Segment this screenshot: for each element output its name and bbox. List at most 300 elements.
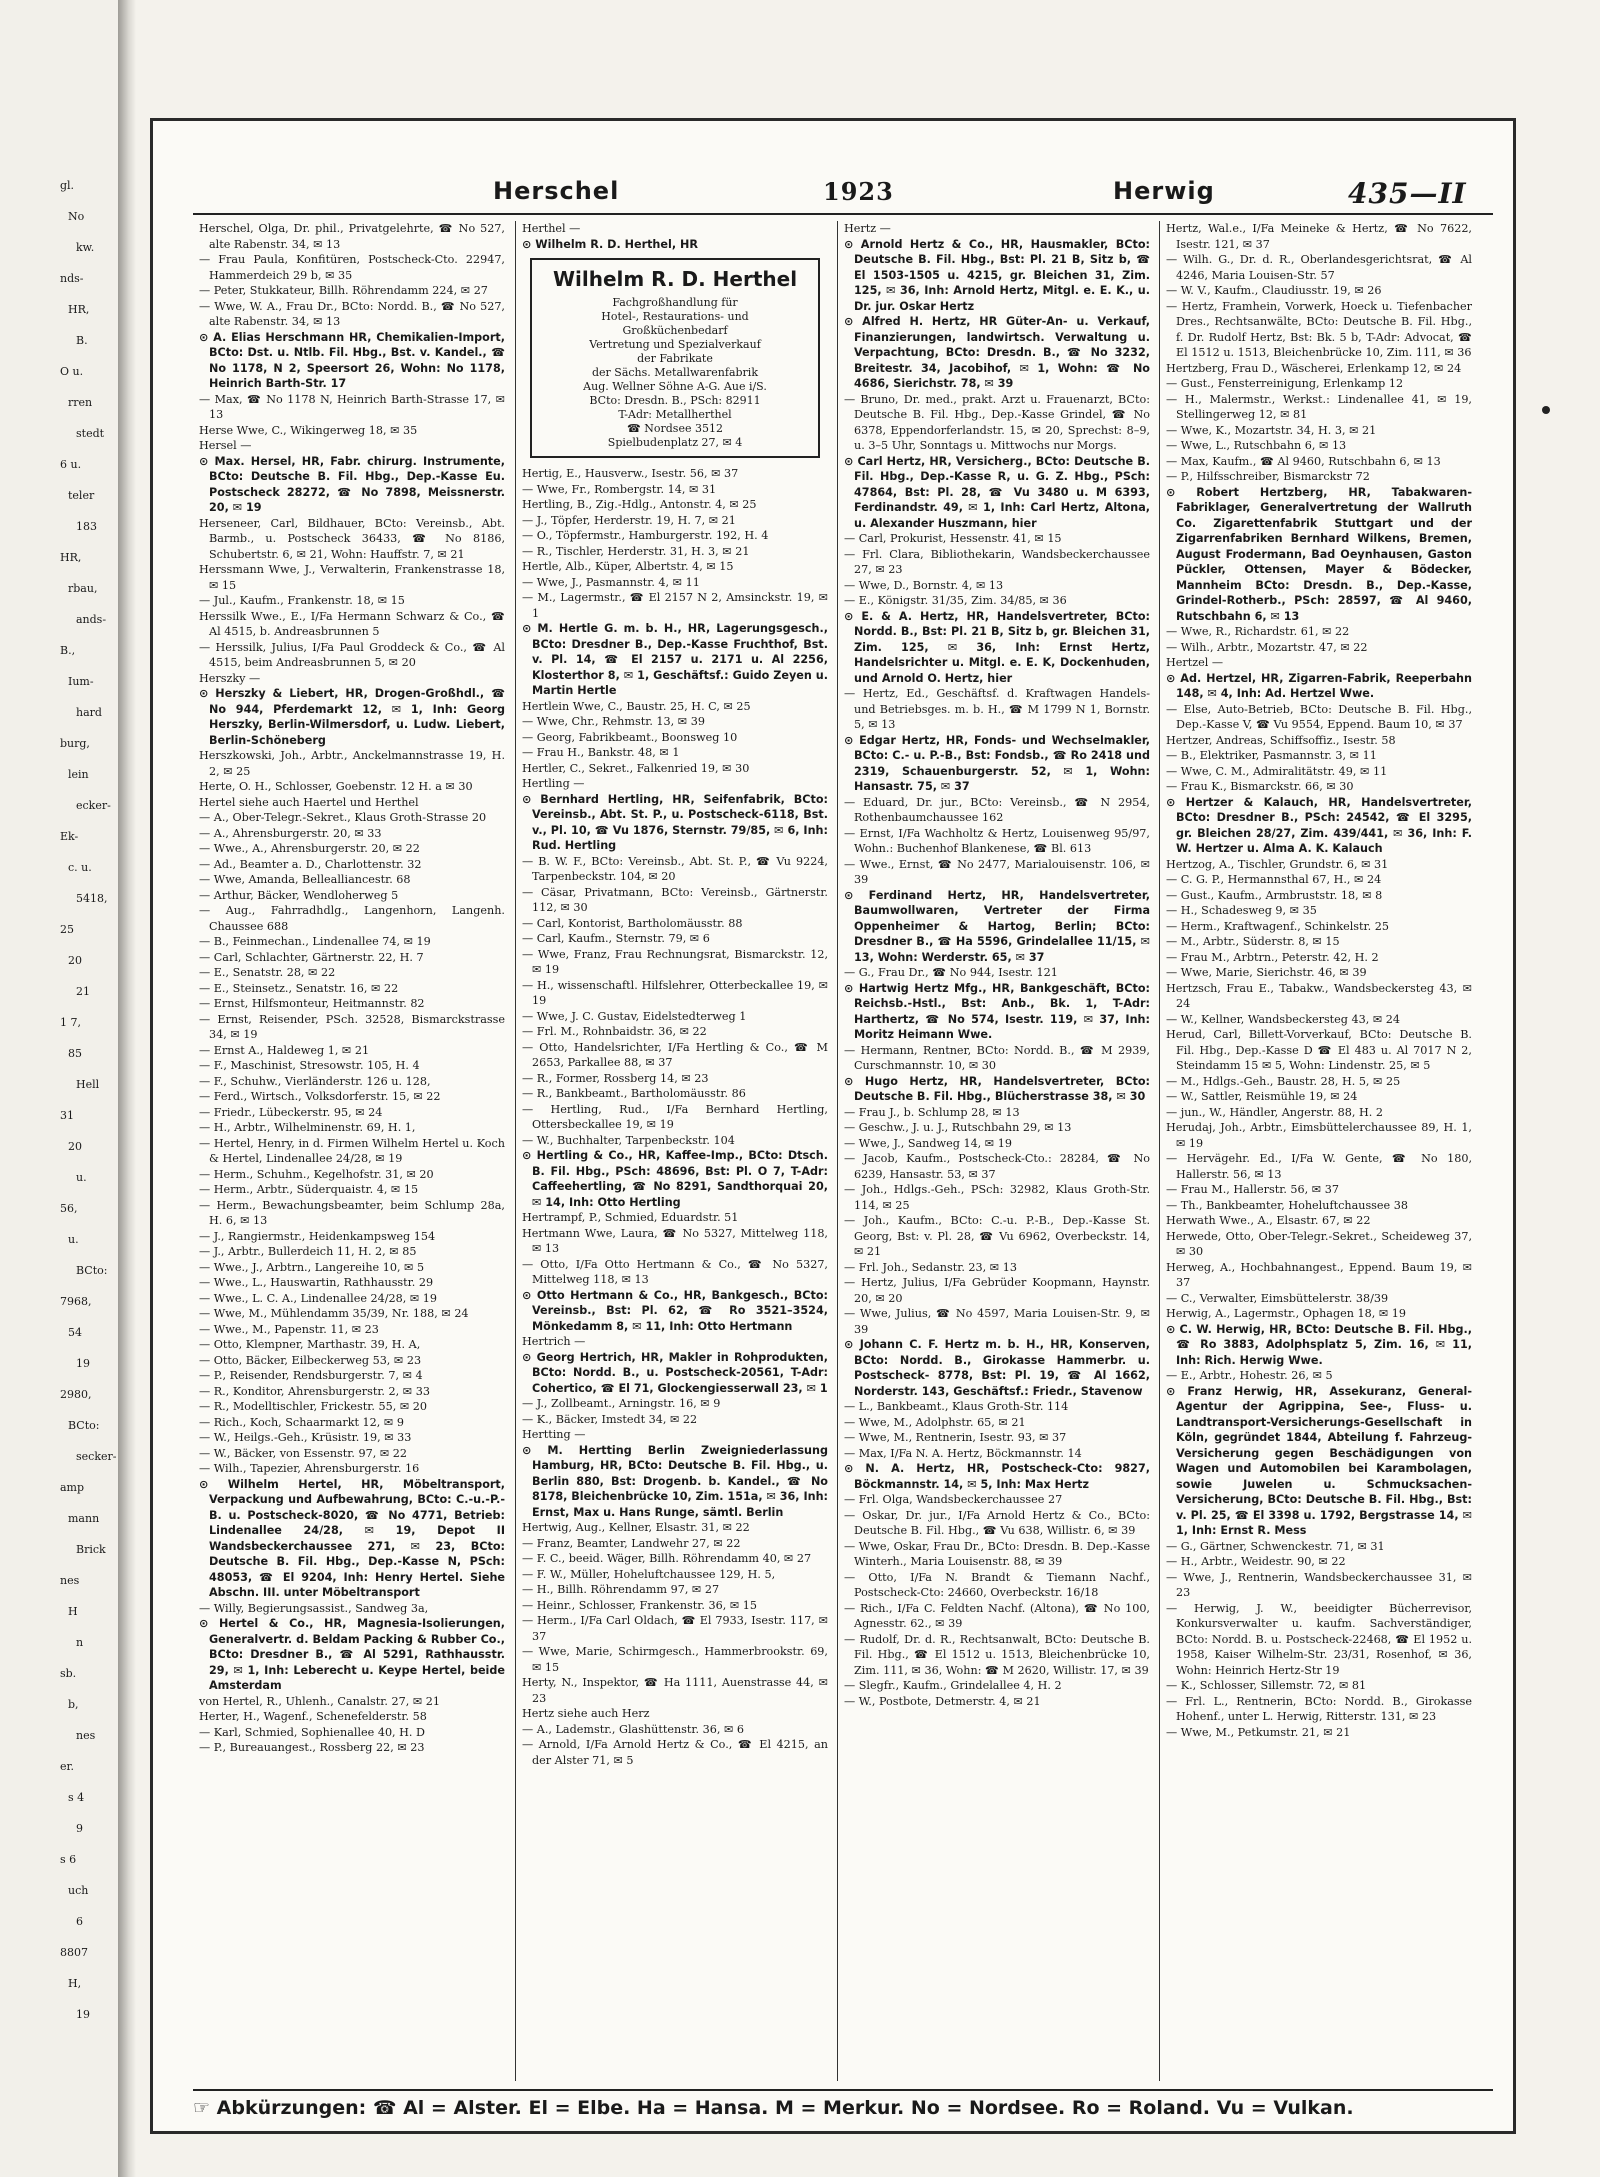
directory-entry: — Otto, I/Fa Otto Hertmann & Co., ☎ No 5327, Mittelweg 118, ✉ 13 (522, 1257, 828, 1286)
directory-entry: — Hertel, Henry, in d. Firmen Wilhelm Hertel u. Koch & Hertel, Lindenallee 24/28, ✉ 19 (199, 1136, 505, 1165)
directory-entry: — Cäsar, Privatmann, BCto: Vereinsb., Gärtnerstr. 112, ✉ 30 (522, 885, 828, 914)
directory-entry: — Wwe, Marie, Sierichstr. 46, ✉ 39 (1166, 966, 1367, 979)
directory-entry: — W., Heilgs.-Geh., Krüsistr. 19, ✉ 33 (199, 1431, 412, 1444)
directory-entry: — R., Modelltischler, Frickestr. 55, ✉ 20 (199, 1400, 428, 1413)
left-page-fragment: 56, (60, 1202, 78, 1215)
directory-entry: — G., Frau Dr., ☎ No 944, Isestr. 121 (844, 966, 1058, 979)
left-page-fragment: H (68, 1605, 78, 1618)
directory-entry: — F., Maschinist, Stresowstr. 105, H. 4 (199, 1059, 420, 1072)
directory-entry: — W., Postbote, Detmerstr. 4, ✉ 21 (844, 1694, 1041, 1708)
directory-entry: — B., Elektriker, Pasmannstr. 3, ✉ 11 (1166, 749, 1377, 762)
directory-entry: Hertz siehe auch Herz (522, 1707, 650, 1720)
left-page-fragment: 8807 (60, 1946, 88, 1959)
directory-entry: Herudaj, Joh., Arbtr., Eimsbüttelerchaussee 89, H. 1, ✉ 19 (1166, 1121, 1472, 1150)
directory-entry: — H., Arbtr., Wilhelminenstr. 69, H. 1, (199, 1121, 416, 1134)
header-year: 1923 (823, 177, 894, 206)
left-page-fragment: 21 (76, 985, 90, 998)
directory-entry: — M., Lagermstr., ☎ El 2157 N 2, Amsinckstr. 19, ✉ 1 (522, 591, 828, 620)
directory-entry: ⊙ Hertzer & Kalauch, HR, Handelsvertreter, BCto: Dresdner B., PSch: 24542, ☎ El 3295, gr. Bleichen 28/27, Zim. 439/441, ✉ 36, Inh: F. W. Hertzer u. Alma A. K. Kalauch (1166, 795, 1472, 855)
directory-entry: Hertel siehe auch Haertel und Herthel (199, 795, 419, 809)
ad-line: Hotel-, Restaurations- und (601, 310, 749, 323)
directory-entry: — H., Arbtr., Weidestr. 90, ✉ 22 (1166, 1555, 1346, 1568)
directory-entry: — Max, Kaufm., ☎ Al 9460, Rutschbahn 6, ✉ 13 (1166, 454, 1441, 468)
left-page-fragment: b, (68, 1698, 79, 1711)
directory-entry: — Frl. Joh., Sedanstr. 23, ✉ 13 (844, 1260, 1017, 1274)
directory-entry: Hertling — (522, 777, 585, 790)
directory-entry: — Frau M., Arbtrn., Peterstr. 42, H. 2 (1166, 950, 1379, 964)
left-page-fragment: mann (68, 1512, 100, 1525)
directory-entry: — Herm., Schuhm., Kegelhofstr. 31, ✉ 20 (199, 1167, 434, 1181)
directory-entry: — C., Verwalter, Eimsbüttelerstr. 38/39 (1166, 1291, 1389, 1305)
directory-entry: — H., Billh. Röhrendamm 97, ✉ 27 (522, 1583, 720, 1596)
directory-entry: — Herwig, J. W., beeidigter Bücherrevisor, Konkursverwalter u. kaufm. Sachverständiger, BCto: Nordd. B. u. Postscheck-22468, ☎ El 1952 u. 1958, Kaiser Wilhelm-Str. 23/31, Rosenhof, ✉ 36, Wohn: Heinrich Hertz-Str 19 (1166, 1601, 1472, 1677)
directory-entry: ⊙ Johann C. F. Hertz m. b. H., HR, Konserven, BCto: Nordd. B., Girokasse Hammerbr. u. Postscheck- 8778, Bst: Pl. 19, ☎ Al 1662, Norderstr. 143, Geschäftsf.: Friedr., Stavenow (844, 1338, 1150, 1398)
left-page-fragment: HR, (60, 551, 82, 564)
directory-entry: — Wwe, D., Bornstr. 4, ✉ 13 (844, 578, 1004, 592)
directory-entry: ⊙ E. & A. Hertz, HR, Handelsvertreter, BCto: Nordd. B., Bst: Pl. 21 B, Sitz b, gr. Bleichen 31, Zim. 125, ✉ 36, Inh: Ernst Hertz, Handelsrichter u. Mitgl. e. E. K, Dockenhuden, und Arnold O. Hertz, hier (844, 609, 1150, 685)
directory-entry: — Wwe., M., Papenstr. 11, ✉ 23 (199, 1322, 379, 1336)
directory-entry: — W., Kellner, Wandsbeckersteg 43, ✉ 24 (1166, 1012, 1401, 1026)
directory-entry: Hertwig, Aug., Kellner, Elsastr. 31, ✉ 22 (522, 1521, 750, 1534)
directory-entry: — Arnold, I/Fa Arnold Hertz & Co., ☎ El 4215, an der Alster 71, ✉ 5 (522, 1738, 828, 1767)
directory-entry: — H., Malermstr., Werkst.: Lindenallee 41, ✉ 19, Stellingerweg 12, ✉ 81 (1166, 392, 1472, 421)
directory-entry: — E., Königstr. 31/35, Zim. 34/85, ✉ 36 (844, 594, 1067, 607)
directory-entry: — J., Zollbeamt., Arningstr. 16, ✉ 9 (522, 1397, 721, 1410)
left-page-fragment: burg, (60, 737, 90, 750)
column-2 (515, 221, 834, 2081)
directory-entry: — F. C., beeid. Wäger, Billh. Röhrendamm 40, ✉ 27 (522, 1552, 812, 1565)
directory-entry: ⊙ Arnold Hertz & Co., HR, Hausmakler, BCto: Deutsche B. Fil. Hbg., Bst: Pl. 21 B, Sitz b, ☎ El 1503-1505 u. 4215, gr. Bleichen 31, Zim. 125, ✉ 36, Inh: Arnold Hertz, Mitgl. e. E. K., u. Dr. jur. Oskar Hertz (844, 237, 1150, 313)
left-page-fragment: 7968, (60, 1295, 92, 1308)
directory-entry: — Herm., Kraftwagenf., Schinkelstr. 25 (1166, 919, 1389, 933)
ad-line: BCto: Dresdn. B., PSch: 82911 (589, 394, 761, 407)
directory-entry: — Wwe, L., Rutschbahn 6, ✉ 13 (1166, 439, 1347, 452)
directory-entry: — K., Schlosser, Sillemstr. 72, ✉ 81 (1166, 1679, 1367, 1692)
directory-entry: — Frau J., b. Schlump 28, ✉ 13 (844, 1105, 1020, 1119)
directory-entry: — Herm., Bewachungsbeamter, beim Schlump 28a, H. 6, ✉ 13 (199, 1198, 505, 1227)
directory-entry: — Karl, Schmied, Sophienallee 40, H. D (199, 1725, 426, 1739)
directory-entry: — H., wissenschaftl. Hilfslehrer, Otterbeckallee 19, ✉ 19 (522, 978, 828, 1007)
directory-entry: ⊙ Hugo Hertz, HR, Handelsvertreter, BCto: Deutsche B. Fil. Hbg., Blücherstrasse 38, ✉ 30 (844, 1074, 1150, 1103)
book-gutter (118, 0, 136, 2177)
left-page-fragment: s 4 (68, 1791, 85, 1804)
left-page-fragment: teler (68, 489, 95, 502)
left-page-fragment: 1 7, (60, 1016, 81, 1029)
directory-entry: Hertling, B., Zig.-Hdlg., Antonstr. 4, ✉ 25 (522, 498, 757, 511)
directory-entry: Herty, N., Inspektor, ☎ Ha 1111, Auenstrasse 44, ✉ 23 (522, 1676, 828, 1705)
directory-entry: Hertzer, Andreas, Schiffsoffiz., Isestr. 58 (1166, 733, 1396, 747)
ad-line: Vertretung und Spezialverkauf (589, 338, 761, 351)
directory-entry: — Frl. Clara, Bibliothekarin, Wandsbeckerchaussee 27, ✉ 23 (844, 547, 1150, 576)
left-page-fragment: Hell (76, 1078, 100, 1091)
directory-entry: Hertzel — (1166, 656, 1224, 669)
directory-entry: ⊙ A. Elias Herschmann HR, Chemikalien-Import, BCto: Dst. u. Ntlb. Fil. Hbg., Bst. v. Kandel., ☎ No 1178, N 2, Speersort 26, Wohn: No 1178, Heinrich Barth-Str. 17 (199, 330, 505, 390)
directory-entry: — Max, ☎ No 1178 N, Heinrich Barth-Strasse 17, ✉ 13 (199, 392, 505, 421)
directory-entry: Herthel — (522, 222, 581, 235)
left-page-fragment: nes (76, 1729, 96, 1742)
directory-entry: — jun., W., Händler, Angerstr. 88, H. 2 (1166, 1105, 1383, 1119)
column-3 (837, 221, 1156, 2081)
left-page-fragment: BCto: (76, 1264, 108, 1277)
directory-entry: — Wwe., A., Ahrensburgerstr. 20, ✉ 22 (199, 842, 420, 855)
directory-entry: — Wwe, J., Rentnerin, Wandsbeckerchaussee 31, ✉ 23 (1166, 1570, 1472, 1599)
directory-entry: — Otto, Klempner, Marthastr. 39, H. A, (199, 1338, 421, 1351)
directory-entry: — Ernst, I/Fa Wachholtz & Hertz, Louisenweg 95/97, Wohn.: Buchenhof Blankenese, ☎ Bl. 613 (844, 826, 1150, 855)
left-page-fragment: 6 (76, 1915, 83, 1928)
ad-lines (538, 296, 812, 450)
left-page-fragment: lein (68, 768, 89, 781)
left-page-fragment: 20 (68, 954, 82, 967)
left-page-fragment: nds- (60, 272, 84, 285)
directory-entry: — Frau K., Bismarckstr. 66, ✉ 30 (1166, 780, 1354, 793)
directory-entry: Hertting — (522, 1428, 586, 1441)
left-page-strip (0, 0, 120, 2177)
left-page-fragment: B. (76, 334, 88, 347)
directory-entry: — Rich., Koch, Schaarmarkt 12, ✉ 9 (199, 1415, 404, 1429)
left-page-fragment: 85 (68, 1047, 82, 1060)
directory-entry: — R., Konditor, Ahrensburgerstr. 2, ✉ 33 (199, 1384, 430, 1398)
directory-entry: — Wwe., J., Arbtrn., Langereihe 10, ✉ 5 (199, 1260, 425, 1274)
directory-entry: ⊙ Max. Hersel, HR, Fabr. chirurg. Instrumente, BCto: Deutsche B. Fil. Hbg., Dep.-Kasse Eu. Postscheck 28272, ☎ No 7898, Meissnerstr. 20, ✉ 19 (199, 454, 505, 514)
header-first-entry: Herschel (493, 177, 620, 205)
directory-entry: ⊙ Ferdinand Hertz, HR, Handelsvertreter, Baumwollwaren, Vertreter der Firma Oppenheimer & Hartog, Berlin; BCto: Dresdner B., ☎ Ha 5596, Grindelallee 11/15, ✉ 13, Wohn: Werderstr. 65, ✉ 37 (844, 888, 1150, 964)
directory-entry: Herseneer, Carl, Bildhauer, BCto: Vereinsb., Abt. Barmb., u. Postscheck 36433, ☎ No 8186, Schubertstr. 6, ✉ 21, Wohn: Hauffstr. 7, ✉ 21 (199, 516, 505, 561)
directory-entry: — Otto, Handelsrichter, I/Fa Hertling & Co., ☎ M 2653, Parkallee 88, ✉ 37 (522, 1040, 828, 1069)
directory-entry: Herud, Carl, Billett-Vorverkauf, BCto: Deutsche B. Fil. Hbg., Dep.-Kasse D ☎ El 483 u. Al 7017 N 2, Steindamm 15 ✉ 5, Wohn: Lindenstr. 25, ✉ 5 (1166, 1028, 1472, 1072)
left-page-fragment: 9 (76, 1822, 83, 1835)
directory-entry: — Gust., Fensterreinigung, Erlenkamp 12 (1166, 377, 1404, 390)
left-page-fragment: 31 (60, 1109, 74, 1122)
directory-entry: — Ernst A., Haldeweg 1, ✉ 21 (199, 1043, 370, 1057)
directory-entry: — M., Arbtr., Süderstr. 8, ✉ 15 (1166, 935, 1340, 948)
directory-entry: — R., Tischler, Herderstr. 31, H. 3, ✉ 21 (522, 544, 750, 558)
directory-entry: — Jacob, Kaufm., Postscheck-Cto.: 28284, ☎ No 6239, Hansastr. 53, ✉ 37 (844, 1152, 1150, 1181)
directory-entry: ⊙ Wilhelm Hertel, HR, Möbeltransport, Verpackung und Aufbewahrung, BCto: C.-u.-P.-B. u. Postscheck-8020, ☎ No 4771, Betrieb: Lindenallee 24/28, ✉ 19, Depot II Wandsbeckerchaussee 271, ✉ 23, BCto: Deutsche B. Fil. Hbg., Dep.-Kasse N, PSch: 48053, ☎ El 9204, Inh: Henry Hertel. Siehe Abschn. III. unter Möbeltransport (199, 1477, 505, 1599)
directory-entry: — Wwe, Fr., Rombergstr. 14, ✉ 31 (522, 482, 717, 496)
directory-entry: ⊙ Bernhard Hertling, HR, Seifenfabrik, BCto: Vereinsb., Abt. St. P., u. Postscheck-6118, Bst. v., Pl. 10, ☎ Vu 1876, Sternstr. 79/85, ✉ 6, Inh: Rud. Hertling (522, 792, 828, 852)
directory-entry: — Carl, Prokurist, Hessenstr. 41, ✉ 15 (844, 532, 1062, 545)
directory-entry: — W., Bäcker, von Essenstr. 97, ✉ 22 (199, 1446, 408, 1460)
directory-entry: — Wwe., Ernst, ☎ No 2477, Marialouisenstr. 106, ✉ 39 (844, 857, 1150, 886)
directory-entry: — B., Feinmechan., Lindenallee 74, ✉ 19 (199, 935, 431, 948)
directory-entry: — C. G. P., Hermannsthal 67, H., ✉ 24 (1166, 873, 1382, 886)
directory-entry: ⊙ N. A. Hertz, HR, Postscheck-Cto: 9827, Böckmannstr. 14, ✉ 5, Inh: Max Hertz (844, 1462, 1150, 1491)
page-number: 435—II (1348, 177, 1467, 210)
directory-entry: — Hertz, Julius, I/Fa Gebrüder Koopmann, Haynstr. 20, ✉ 20 (844, 1276, 1150, 1305)
directory-entry: ⊙ Hertel & Co., HR, Magnesia-Isolierungen, Generalvertr. d. Beldam Packing & Rubber Co., BCto: Dresdner B., ☎ Al 5291, Rathhausstr. 29, ✉ 1, Inh: Leberecht u. Keype Hertel, beide Amsterdam (199, 1617, 505, 1692)
directory-entry: — Wwe, W. A., Frau Dr., BCto: Nordd. B., ☎ No 527, alte Rabenstr. 34, ✉ 13 (199, 299, 505, 328)
ad-line: der Fabrikate (637, 352, 713, 365)
directory-entry: — Georg, Fabrikbeamt., Boonsweg 10 (522, 730, 738, 744)
directory-entry: — Hertz, Framhein, Vorwerk, Hoeck u. Tiefenbacher Dres., Rechtsanwälte, BCto: Deutsche B. Fil. Hbg., f. Dr. Rudolf Hertz, Bst: Bk. 5 b, T-Adr: Advocat, ☎ El 1512 u. 1513, Bleichenbrücke 10, Zim. 111, ✉ 36 (1166, 299, 1472, 359)
ad-line: Aug. Wellner Söhne A-G. Aue i/S. (583, 380, 767, 393)
directory-entry: — Wwe, Chr., Rehmstr. 13, ✉ 39 (522, 715, 705, 728)
directory-entry: — E., Steinsetz., Senatstr. 16, ✉ 22 (199, 981, 399, 995)
directory-entry: — J., Rangiermstr., Heidenkampsweg 154 (199, 1229, 436, 1243)
directory-entry: — Ad., Beamter a. D., Charlottenstr. 32 (199, 857, 422, 871)
directory-entry: — Joh., Hdlgs.-Geh., PSch: 32982, Klaus Groth-Str. 114, ✉ 25 (844, 1183, 1150, 1212)
left-page-fragment: stedt (76, 427, 105, 440)
directory-entry: ⊙ Robert Hertzberg, HR, Tabakwaren-Fabriklager, Generalvertretung der Wallruth Co. Zigarettenfabrik Stuttgart und der Zigarrenfabriken Bernhard Wilkens, Bremen, August Frodermann, Bad Oeynhausen, Gaston Pückler, Ottensen, Mayer & Bödecker, Mannheim BCto: Dresdn. B., Dep.-Kasse, Grindel-Rotherb., PSch: 28597, ☎ Al 9460, Rutschbahn 6, ✉ 13 (1166, 485, 1472, 623)
left-page-fragment: u. (76, 1171, 87, 1184)
left-page-fragment: 19 (76, 1357, 90, 1370)
left-page-fragment: 20 (68, 1140, 82, 1153)
directory-entry: ⊙ M. Hertting Berlin Zweigniederlassung Hamburg, HR, BCto: Deutsche B. Fil. Hbg., u. Berlin 880, Bst: Drogenb. b. Kandel., ☎ No 8178, Bleichenbrücke 10, Zim. 151a, ✉ 36, Inh: Ernst, Max u. Hans Runge, sämtl. Berlin (522, 1443, 829, 1519)
directory-entry: — Oskar, Dr. jur., I/Fa Arnold Hertz & Co., BCto: Deutsche B. Fil. Hbg., ☎ Vu 638, Willistr. 6, ✉ 39 (844, 1508, 1150, 1537)
directory-entry: ⊙ Hartwig Hertz Mfg., HR, Bankgeschäft, BCto: Reichsb.-Hstl., Bst: Anb., Bk. 1, T-Adr: Harthertz, ☎ No 574, Isestr. 119, ✉ 37, Inh: Moritz Heimann Wwe. (844, 981, 1150, 1041)
column-4 (1159, 221, 1478, 2081)
directory-entry: — Rich., I/Fa C. Feldten Nachf. (Altona), ☎ No 100, Agnesstr. 62., ✉ 39 (844, 1601, 1150, 1630)
left-page-fragment: gl. (60, 179, 75, 192)
directory-entry: — Ferd., Wirtsch., Volksdorferstr. 15, ✉ 22 (199, 1090, 441, 1103)
left-page-fragment: H, (68, 1977, 82, 1990)
directory-entry: — Wwe, Oskar, Frau Dr., BCto: Dresdn. B. Dep.-Kasse Winterh., Maria Louisenstr. 88, ✉ 39 (844, 1539, 1150, 1568)
directory-entry: — Herm., Arbtr., Süderquaistr. 4, ✉ 15 (199, 1183, 419, 1196)
directory-entry: — Wwe, C. M., Admiralitätstr. 49, ✉ 11 (1166, 764, 1388, 778)
directory-entry: — Friedr., Lübeckerstr. 95, ✉ 24 (199, 1105, 383, 1119)
directory-entry: ⊙ Carl Hertz, HR, Versicherg., BCto: Deutsche B. Fil. Hbg., Dep.-Kasse R, u. G. Z. Hbg., PSch: 47864, Bst: Pl. 28, ☎ Vu 3480 u. M 6393, Ferdinandstr. 49, ✉ 1, Inh: Carl Hertz, Altona, u. Alexander Huszmann, hier (844, 454, 1150, 530)
left-page-fragment: sb. (60, 1667, 77, 1680)
left-page-fragment: rbau, (68, 582, 98, 595)
directory-entry: — R., Former, Rossberg 14, ✉ 23 (522, 1071, 709, 1085)
directory-entry: — Joh., Kaufm., BCto: C.-u. P.-B., Dep.-Kasse St. Georg, Bst: v. Pl. 28, ☎ Vu 6962, Overbeckstr. 14, ✉ 21 (844, 1214, 1150, 1258)
directory-entry: ⊙ Wilhelm R. D. Herthel, HR (522, 237, 698, 251)
directory-entry: Herse Wwe, C., Wikingerweg 18, ✉ 35 (199, 423, 418, 437)
left-page-fragment: BCto: (68, 1419, 100, 1432)
directory-entry: — Wilh., Arbtr., Mozartstr. 47, ✉ 22 (1166, 640, 1368, 654)
left-page-fragment: B., (60, 644, 76, 657)
ad-line: Großküchenbedarf (622, 324, 728, 337)
directory-entry: — B. W. F., BCto: Vereinsb., Abt. St. P., ☎ Vu 9224, Tarpenbeckstr. 104, ✉ 20 (522, 854, 828, 883)
directory-entry: ⊙ Ad. Hertzel, HR, Zigarren-Fabrik, Reeperbahn 148, ✉ 4, Inh: Ad. Hertzel Wwe. (1166, 671, 1472, 700)
left-page-fragment: Ek- (60, 830, 79, 843)
directory-entry: — Wwe, M., Mühlendamm 35/39, Nr. 188, ✉ 24 (199, 1307, 469, 1320)
directory-entry: — Wwe., L. C. A., Lindenallee 24/28, ✉ 19 (199, 1291, 438, 1305)
header-rule (193, 213, 1493, 215)
column-1 (193, 221, 511, 2081)
directory-entry: — Geschw., J. u. J., Rutschbahn 29, ✉ 13 (844, 1121, 1072, 1134)
directory-entry: Herwede, Otto, Ober-Telegr.-Sekret., Scheideweg 37, ✉ 30 (1166, 1229, 1472, 1258)
directory-entry: — F. W., Müller, Hoheluftchaussee 129, H. 5, (522, 1567, 776, 1581)
left-page-fragment: u. (68, 1233, 79, 1246)
directory-entry: — W. V., Kaufm., Claudiusstr. 19, ✉ 26 (1166, 284, 1382, 297)
left-page-fragment: Brick (76, 1543, 106, 1556)
directory-entry: — Max, I/Fa N. A. Hertz, Böckmannstr. 14 (844, 1446, 1082, 1460)
directory-entry: ⊙ Georg Hertrich, HR, Makler in Rohprodukten, BCto: Nordd. B., u. Postscheck-20561, T-Adr: Cohertico, ☎ El 71, Glockengiesserwall 23, ✉ 1 (522, 1350, 828, 1395)
left-page-fragment: 19 (76, 2008, 90, 2021)
directory-entry: — A., Ahrensburgerstr. 20, ✉ 33 (199, 826, 382, 840)
directory-entry: — Ernst, Reisender, PSch. 32528, Bismarckstrasse 34, ✉ 19 (199, 1012, 505, 1041)
directory-entry: Hertle, Alb., Küper, Albertstr. 4, ✉ 15 (522, 560, 734, 573)
directory-entry: — Otto, Bäcker, Eilbeckerweg 53, ✉ 23 (199, 1353, 422, 1367)
directory-entry: Herwig, A., Lagermstr., Ophagen 18, ✉ 19 (1166, 1307, 1407, 1320)
directory-entry: — Rudolf, Dr. d. R., Rechtsanwalt, BCto: Deutsche B. Fil. Hbg., ☎ El 1512 u. 1513, Bleichenbrücke 10, Zim. 111, ✉ 36, Wohn: ☎ M 2620, Willistr. 17, ✉ 39 (844, 1632, 1150, 1677)
directory-entry: — Wwe., L., Hauswartin, Rathhausstr. 29 (199, 1276, 434, 1289)
directory-entry: — Wwe, M., Rentnerin, Isestr. 93, ✉ 37 (844, 1431, 1067, 1444)
directory-entry: — Herssilk, Julius, I/Fa Paul Groddeck & Co., ☎ Al 4515, beim Andreasbrunnen 5, ✉ 20 (199, 640, 505, 669)
directory-entry: Hertmann Wwe, Laura, ☎ No 5327, Mittelweg 118, ✉ 13 (522, 1226, 828, 1255)
directory-entry: Hertzsch, Frau E., Tabakw., Wandsbeckersteg 43, ✉ 24 (1166, 981, 1472, 1010)
directory-entry: — Frl. M., Rohnbaidstr. 36, ✉ 22 (522, 1025, 707, 1038)
directory-entry: — R., Bankbeamt., Bartholomäusstr. 86 (522, 1087, 746, 1100)
directory-entry: Herte, O. H., Schlosser, Goebenstr. 12 H. a ✉ 30 (199, 780, 473, 793)
left-page-fragment: rren (68, 396, 93, 409)
directory-entry: Hertz, Wal.e., I/Fa Meineke & Hertz, ☎ No 7622, Isestr. 121, ✉ 37 (1166, 222, 1472, 251)
directory-entry: — Wwe, Julius, ☎ No 4597, Maria Louisen-Str. 9, ✉ 39 (844, 1307, 1150, 1336)
directory-entry: ⊙ Herszky & Liebert, HR, Drogen-Großhdl., ☎ No 944, Pferdemarkt 12, ✉ 1, Inh: Georg Herszky, Berlin-Wilmersdorf, u. Ludw. Liebert, Berlin-Schöneberg (199, 687, 505, 747)
directory-entry: Hertig, E., Hausverw., Isestr. 56, ✉ 37 (522, 467, 739, 480)
directory-entry: — Wwe, K., Mozartstr. 34, H. 3, ✉ 21 (1166, 423, 1377, 437)
directory-entry: — W., Buchhalter, Tarpenbeckstr. 104 (522, 1133, 735, 1147)
directory-entry: ⊙ Edgar Hertz, HR, Fonds- und Wechselmakler, BCto: C.- u. P.-B., Bst: Fondsb., ☎ Ro 2418 und 2319, Schauenburgerstr. 52, ✉ 1, Wohn: Hansastr. 75, ✉ 37 (844, 733, 1150, 793)
directory-entry: — Carl, Kaufm., Sternstr. 79, ✉ 6 (522, 932, 710, 945)
directory-entry: — Carl, Schlachter, Gärtnerstr. 22, H. 7 (199, 950, 424, 964)
directory-entry: — Else, Auto-Betrieb, BCto: Deutsche B. Fil. Hbg., Dep.-Kasse V, ☎ Vu 9554, Eppend. Baum 10, ✉ 37 (1166, 702, 1472, 731)
directory-entry: Hertzog, A., Tischler, Grundstr. 6, ✉ 31 (1166, 857, 1389, 871)
running-header (193, 177, 1493, 213)
directory-entry: Herszkowski, Joh., Arbtr., Anckelmannstrasse 19, H. 2, ✉ 25 (199, 749, 505, 778)
directory-entry: — J., Arbtr., Bullerdeich 11, H. 2, ✉ 85 (199, 1245, 417, 1258)
directory-entry: ⊙ Hertling & Co., HR, Kaffee-Imp., BCto: Dtsch. B. Fil. Hbg., PSch: 48696, Bst: Pl. O 7, T-Adr: Caffeehertling, ☎ No 8291, Sandthorquai 20, ✉ 14, Inh: Otto Hertling (522, 1149, 828, 1209)
left-page-fragment: 5418, (76, 892, 108, 905)
directory-entry: Herter, H., Wagenf., Schenefelderstr. 58 (199, 1710, 427, 1723)
left-page-fragment: 183 (76, 520, 97, 533)
left-page-fragment: 25 (60, 923, 74, 936)
directory-entry: — M., Hdlgs.-Geh., Baustr. 28, H. 5, ✉ 25 (1166, 1074, 1401, 1088)
directory-page (150, 118, 1516, 2134)
directory-entry: — A., Ober-Telegr.-Sekret., Klaus Groth-Strasse 20 (199, 811, 487, 824)
directory-entry: — Franz, Beamter, Landwehr 27, ✉ 22 (522, 1536, 741, 1550)
directory-entry: — Wwe, Amanda, Bellealliancestr. 68 (199, 873, 411, 886)
directory-entry: — Wwe, R., Richardstr. 61, ✉ 22 (1166, 625, 1350, 638)
directory-entry: Hertzberg, Frau D., Wäscherei, Erlenkamp 12, ✉ 24 (1166, 361, 1462, 375)
directory-entry: Herschel, Olga, Dr. phil., Privatgelehrte, ☎ No 527, alte Rabenstr. 34, ✉ 13 (199, 222, 505, 251)
directory-entry: von Hertel, R., Uhlenh., Canalstr. 27, ✉ 21 (199, 1694, 441, 1708)
left-page-fragment: n (76, 1636, 84, 1649)
directory-entry: Hertrampf, P., Schmied, Eduardstr. 51 (522, 1211, 739, 1224)
left-page-fragment: kw. (76, 241, 95, 254)
directory-entry: — Wilh. G., Dr. d. R., Oberlandesgerichtsrat, ☎ Al 4246, Maria Louisen-Str. 57 (1166, 253, 1472, 282)
directory-entry: — Aug., Fahrradhdlg., Langenhorn, Langenh. Chaussee 688 (199, 904, 505, 933)
left-page-fragment: s 6 (60, 1853, 77, 1866)
directory-entry: — Hertz, Ed., Geschäftsf. d. Kraftwagen Handels- und Betriebsges. m. b. H., ☎ M 1799 N 1, Bornstr. 5, ✉ 13 (844, 687, 1150, 731)
ad-title: Wilhelm R. D. Herthel (552, 267, 798, 291)
directory-entry: ⊙ Otto Hertmann & Co., HR, Bankgesch., BCto: Vereinsb., Bst: Pl. 62, ☎ Ro 3521–3524, Mönkedamm 8, ✉ 11, Inh: Otto Hertmann (522, 1288, 828, 1333)
directory-entry: — Jul., Kaufm., Frankenstr. 18, ✉ 15 (199, 594, 405, 607)
left-page-fragment: HR, (68, 303, 90, 316)
left-page-fragment: ecker- (76, 799, 111, 812)
ad-line: der Sächs. Metallwarenfabrik (591, 366, 758, 379)
left-page-fragment: uch (68, 1884, 89, 1897)
left-page-fragment: 6 u. (60, 458, 82, 471)
directory-entry: — Wwe, J., Pasmannstr. 4, ✉ 11 (522, 575, 700, 589)
directory-entry: — H., Schadesweg 9, ✉ 35 (1166, 904, 1317, 917)
directory-entry: — Hervägehr. Ed., I/Fa W. Gente, ☎ No 180, Hallerstr. 56, ✉ 13 (1166, 1152, 1472, 1181)
directory-entry: — P., Reisender, Rendsburgerstr. 7, ✉ 4 (199, 1369, 423, 1382)
directory-entry: — Eduard, Dr. jur., BCto: Vereinsb., ☎ N 2954, Rothenbaumchaussee 162 (844, 795, 1150, 824)
directory-entry: Hertlein Wwe, C., Baustr. 25, H. C, ✉ 25 (522, 699, 751, 713)
left-page-fragment: 54 (68, 1326, 82, 1339)
directory-entry: — Wilh., Tapezier, Ahrensburgerstr. 16 (199, 1462, 420, 1475)
directory-entry: — Otto, I/Fa N. Brandt & Tiemann Nachf., Postscheck-Cto: 24660, Overbeckstr. 16/18 (844, 1570, 1150, 1599)
directory-entry: Herweg, A., Hochbahnangest., Eppend. Baum 19, ✉ 37 (1166, 1260, 1472, 1289)
directory-entry: — Wwe, M., Petkumstr. 21, ✉ 21 (1166, 1725, 1351, 1739)
directory-entry: — Wwe, Marie, Schirmgesch., Hammerbrookstr. 69, ✉ 15 (522, 1645, 828, 1674)
directory-entry: — Wwe, J. C. Gustav, Eidelstedterweg 1 (522, 1009, 747, 1023)
directory-entry: — Bruno, Dr. med., prakt. Arzt u. Frauenarzt, BCto: Deutsche B. Fil. Hbg., Dep.-Kasse Grindel, ☎ No 6378, Eppendorferlandstr. 15, ✉ 20, Sprechst: 8–9, u. 3–5 Uhr, Sonntags u. Mittwochs nur Morgs. (844, 392, 1150, 452)
directory-entry: Hertz — (844, 222, 891, 235)
directory-entry: Herszky — (199, 671, 261, 685)
directory-entry: — P., Bureauangest., Rossberg 22, ✉ 23 (199, 1741, 425, 1754)
directory-entry: — Th., Bankbeamter, Hoheluftchaussee 38 (1166, 1198, 1408, 1212)
directory-entry: — Arthur, Bäcker, Wendloherweg 5 (199, 888, 399, 902)
directory-entry: — E., Arbtr., Hohestr. 26, ✉ 5 (1166, 1369, 1333, 1382)
directory-entry: Hertler, C., Sekret., Falkenried 19, ✉ 30 (522, 761, 750, 775)
ad-line: T-Adr: Metallherthel (618, 408, 732, 421)
directory-entry: — Frl. Olga, Wandsbeckerchaussee 27 (844, 1493, 1063, 1506)
directory-entry: — L., Bankbeamt., Klaus Groth-Str. 114 (844, 1400, 1069, 1413)
left-page-fragment: nes (60, 1574, 80, 1587)
directory-entry: — Frl. L., Rentnerin, BCto: Nordd. B., Girokasse Hohenf., unter L. Herwig, Ritterstr. 131, ✉ 23 (1166, 1694, 1472, 1723)
directory-entry: — E., Senatstr. 28, ✉ 22 (199, 966, 336, 979)
directory-entry: — Frau H., Bankstr. 48, ✉ 1 (522, 746, 680, 759)
directory-entry: — Gust., Kaufm., Armbruststr. 18, ✉ 8 (1166, 888, 1383, 902)
left-page-fragment: er. (60, 1760, 75, 1773)
directory-entry: — Hertling, Rud., I/Fa Bernhard Hertling, Ottersbeckallee 19, ✉ 19 (522, 1102, 828, 1131)
directory-entry: — Ernst, Hilfsmonteur, Heitmannstr. 82 (199, 997, 425, 1010)
ink-dot (1542, 406, 1550, 414)
directory-entry: Herssilk Wwe., E., I/Fa Hermann Schwarz & Co., ☎ Al 4515, b. Andreasbrunnen 5 (199, 609, 505, 638)
left-page-fragment: Ium- (68, 675, 94, 688)
header-last-entry: Herwig (1113, 177, 1215, 205)
directory-entry: — A., Lademstr., Glashüttenstr. 36, ✉ 6 (522, 1722, 745, 1736)
directory-entry: — Wwe, Franz, Frau Rechnungsrat, Bismarckstr. 12, ✉ 19 (522, 947, 828, 976)
directory-entry: — Heinr., Schlosser, Frankenstr. 36, ✉ 15 (522, 1598, 758, 1612)
directory-entry: — F., Schuhw., Vierländerstr. 126 u. 128, (199, 1074, 431, 1088)
directory-entry: — K., Bäcker, Imstedt 34, ✉ 22 (522, 1412, 698, 1426)
left-page-fragment: 2980, (60, 1388, 92, 1401)
directory-entry: — W., Sattler, Reismühle 19, ✉ 24 (1166, 1090, 1358, 1103)
directory-entry: ⊙ M. Hertle G. m. b. H., HR, Lagerungsgesch., BCto: Dresdner B., Dep.-Kasse Fruchthof, Bst. v. Pl. 14, ☎ El 2157 u. 2171 u. Al 2256, Klosterthor 8, ✉ 1, Geschäftsf.: Guido Zeyen u. Martin Hertle (522, 622, 828, 697)
directory-entry: — Frau Paula, Konfitüren, Postscheck-Cto. 22947, Hammerdeich 29 b, ✉ 35 (199, 253, 505, 282)
directory-entry: Hertrich — (522, 1335, 586, 1348)
left-page-fragment: amp (60, 1481, 85, 1494)
abbreviations-footer: ☞ Abkürzungen: ☎ Al = Alster. El = Elbe. Ha = Hansa. M = Merkur. No = Nordsee. Ro = Roland. Vu = Vulkan. (193, 2089, 1493, 2127)
directory-entry: ⊙ C. W. Herwig, HR, BCto: Deutsche B. Fil. Hbg., ☎ Ro 3883, Adolphsplatz 5, Zim. 16, ✉ 11, Inh: Rich. Herwig Wwe. (1166, 1322, 1472, 1367)
directory-entry: ⊙ Alfred H. Hertz, HR Güter-An- u. Verkauf, Finanzierungen, landwirtsch. Verwaltung u. Verpachtung, BCto: Dresdn. B., ☎ No 3232, Breitestr. 34, Jacobihof, ✉ 1, Wohn: ☎ No 4686, Sierichstr. 78, ✉ 39 (844, 315, 1150, 390)
directory-entry: Hersel — (199, 439, 252, 452)
directory-entry: — Willy, Begierungsassist., Sandweg 3a, (199, 1601, 429, 1615)
directory-entry: — J., Töpfer, Herderstr. 19, H. 7, ✉ 21 (522, 513, 736, 527)
directory-entry: — O., Töpfermstr., Hamburgerstr. 192, H. 4 (522, 529, 769, 542)
directory-entry: — Wwe, J., Sandweg 14, ✉ 19 (844, 1136, 1012, 1150)
left-page-fragment: hard (76, 706, 102, 719)
ad-line: Spielbudenplatz 27, ✉ 4 (607, 436, 743, 449)
directory-entry: — Wwe, M., Adolphstr. 65, ✉ 21 (844, 1415, 1026, 1429)
directory-entry: Herwath Wwe., A., Elsastr. 67, ✉ 22 (1166, 1214, 1371, 1227)
directory-entry: ⊙ Franz Herwig, HR, Assekuranz, General-Agentur der Agrippina, See-, Fluss- u. Landtransport-Versicherungs-Gesellschaft in Köln, gegründet 1844, Abteilung f. Fahrzeug-Versicherung gegen Beschädigungen von Wagen und Automobilen bei Karambolagen, sowie Juwelen u. Schmucksachen-Versicherung, BCto: Deutsche B. Fil. Hbg., Bst: v. Pl. 25, ☎ El 3398 u. 1792, Bergstrasse 14, ✉ 1, Inh: Ernst R. Mess (1166, 1384, 1472, 1537)
directory-entry: — P., Hilfsschreiber, Bismarckstr 72 (1166, 470, 1370, 483)
advertisement-box (530, 258, 820, 458)
ad-line: Fachgroßhandlung für (612, 296, 738, 309)
directory-entry: — Frau M., Hallerstr. 56, ✉ 37 (1166, 1183, 1339, 1196)
left-page-fragment: secker- (76, 1450, 117, 1463)
left-page-fragment: c. u. (68, 861, 92, 874)
directory-entry: — Hermann, Rentner, BCto: Nordd. B., ☎ M 2939, Curschmannstr. 10, ✉ 30 (844, 1043, 1150, 1072)
directory-entry: — Slegfr., Kaufm., Grindelallee 4, H. 2 (844, 1679, 1062, 1692)
directory-entry: — Peter, Stukkateur, Billh. Röhrendamm 224, ✉ 27 (199, 284, 488, 297)
directory-entry: — Herm., I/Fa Carl Oldach, ☎ El 7933, Isestr. 117, ✉ 37 (522, 1614, 828, 1643)
